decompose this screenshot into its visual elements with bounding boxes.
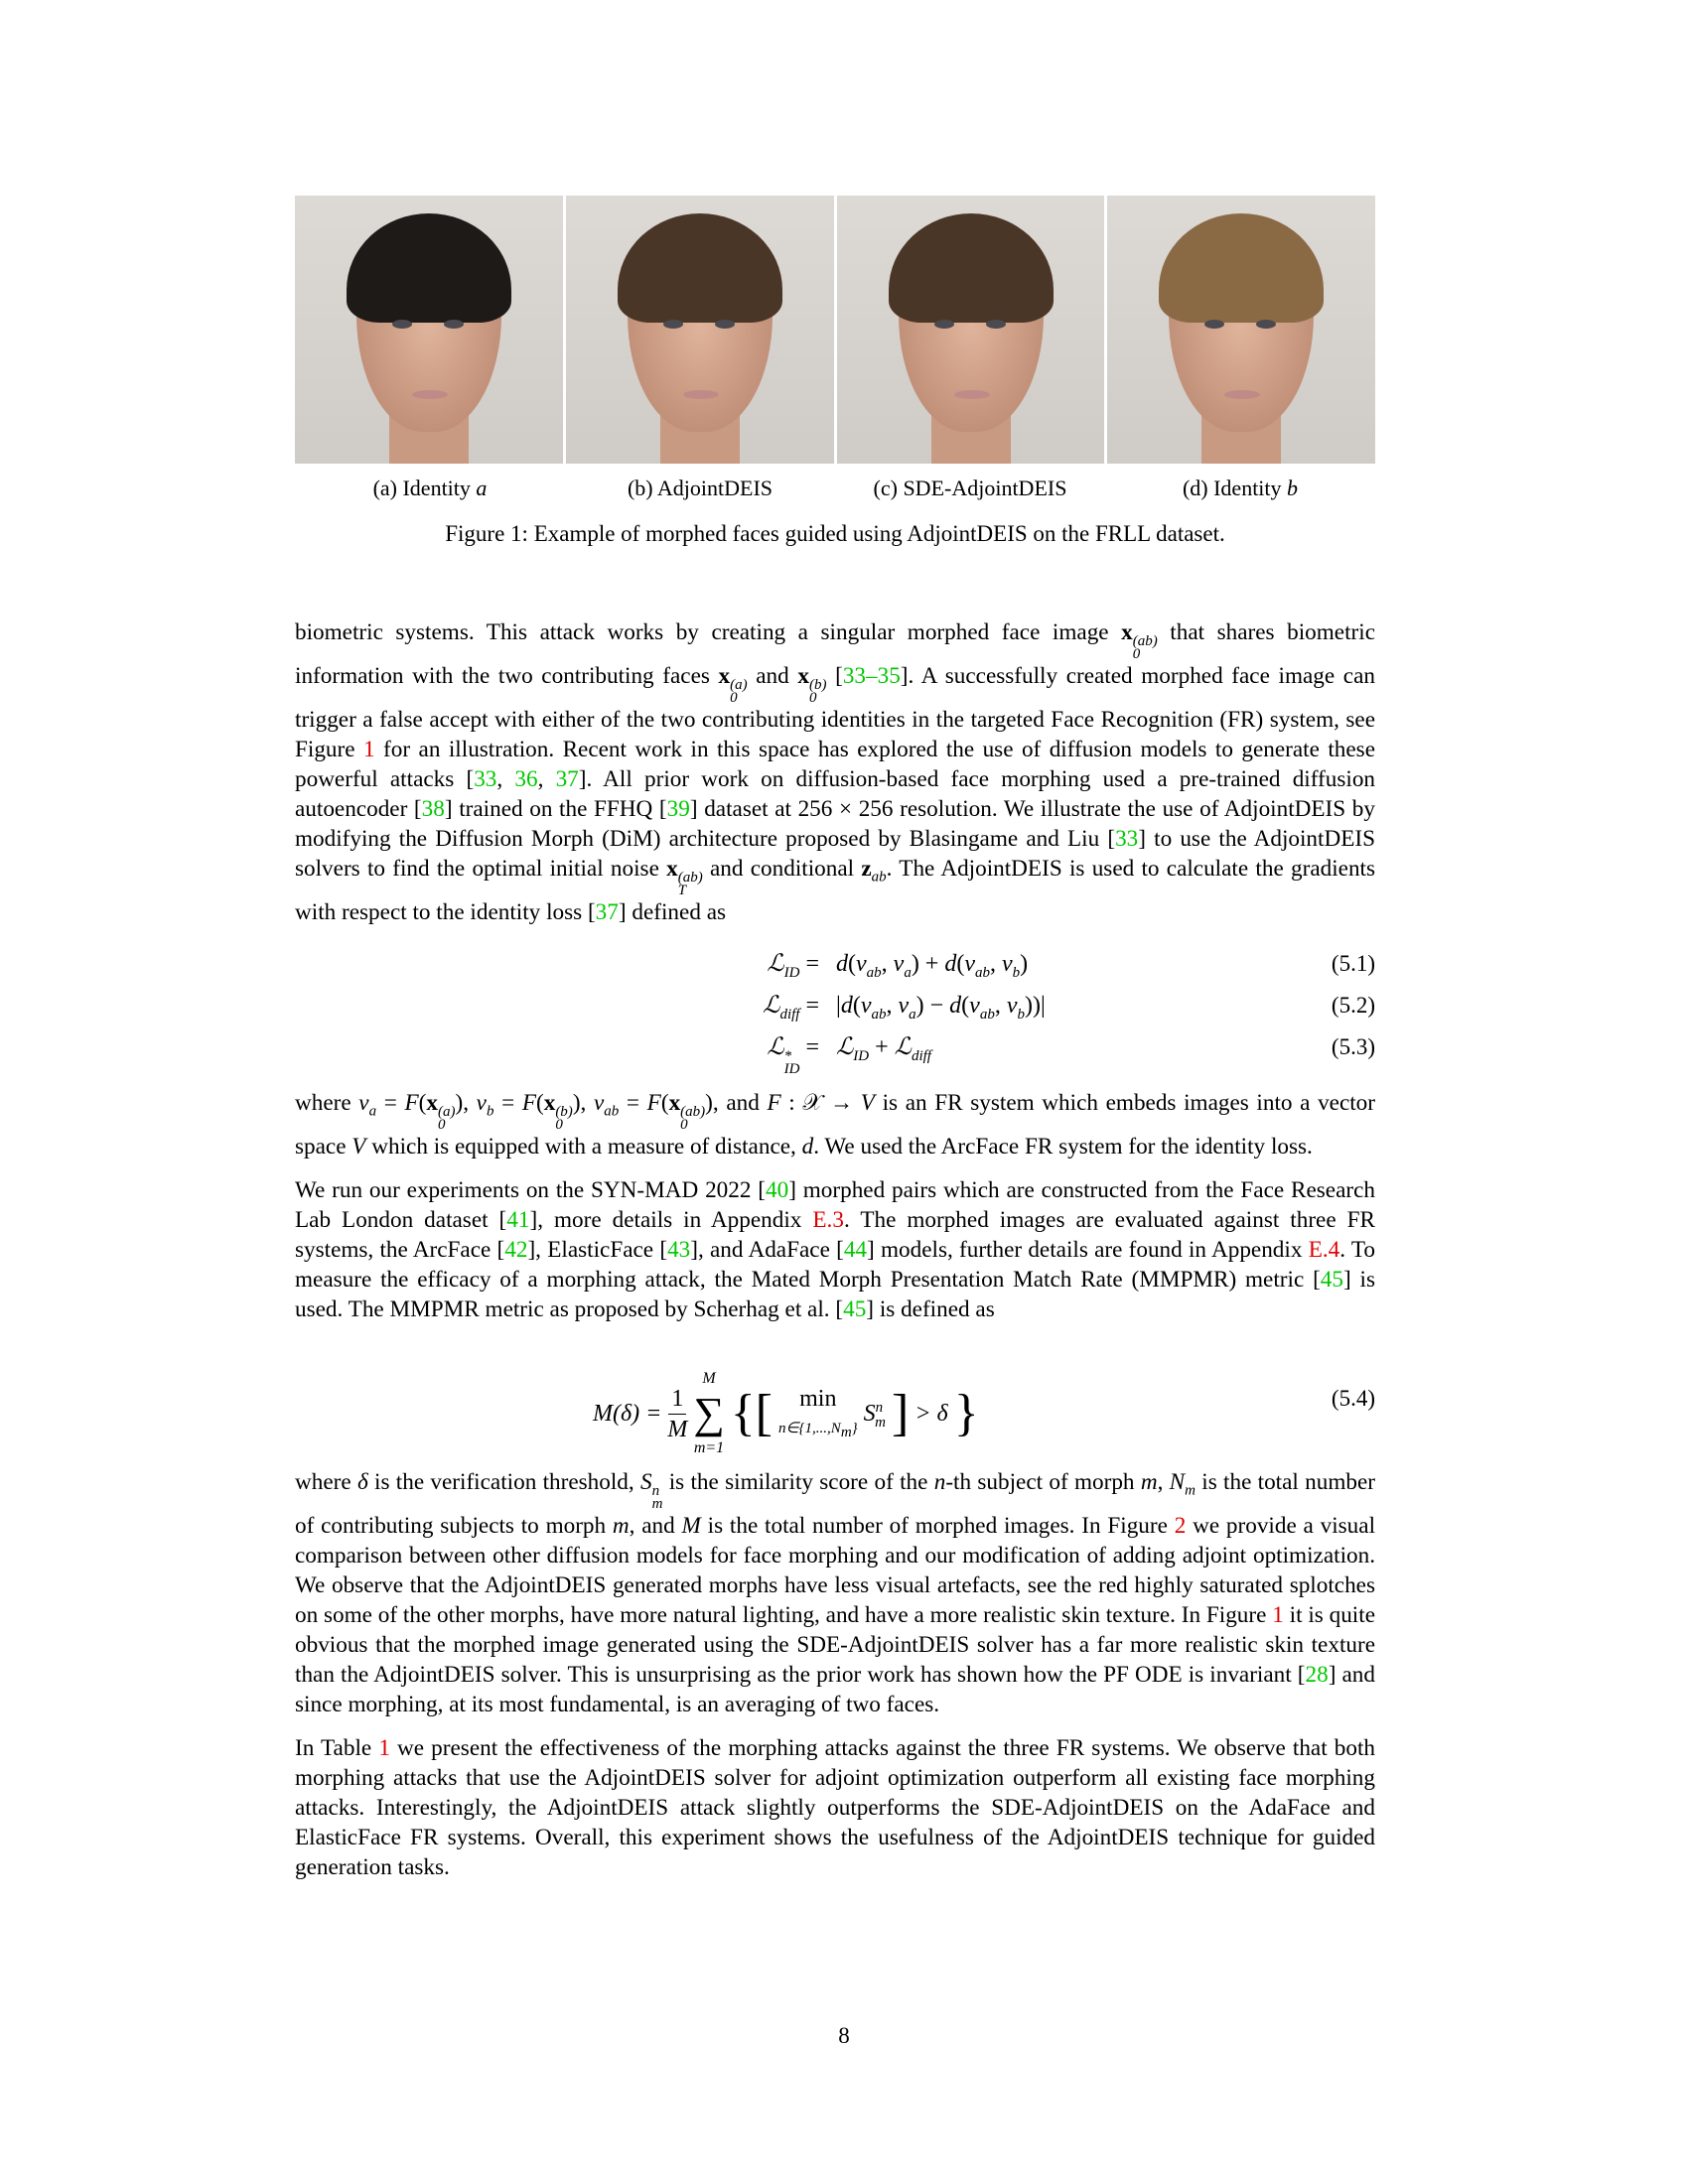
brace-close: } xyxy=(953,1385,979,1441)
equation-row xyxy=(295,1032,1375,1077)
mouth xyxy=(683,390,719,399)
text-run: and xyxy=(747,663,798,689)
text-run: ], and AdaFace [ xyxy=(690,1237,844,1263)
math-base: v xyxy=(898,993,910,1019)
hair xyxy=(618,213,782,323)
text-run: ]. A successfully created morphed face image can trigger a false accept with either of the two contributing identities in the targeted Face Recognition (FR) system, see Figure xyxy=(295,663,1375,762)
cross-reference-link[interactable]: E.4 xyxy=(1308,1237,1340,1263)
subcaption-text: (a) Identity xyxy=(372,476,477,500)
subcaption-text: (b) AdjointDEIS xyxy=(627,476,774,500)
text-run: ( xyxy=(535,1090,544,1116)
text-run: | xyxy=(836,993,841,1019)
paragraph xyxy=(295,617,1375,927)
text-run: ]. All prior work on diffusion-based face morphing used a pre-trained diffusion autoencoder [ xyxy=(295,766,1376,822)
math-base: x xyxy=(1121,619,1133,645)
text-run: = xyxy=(619,1090,647,1116)
subcaption-c xyxy=(835,476,1105,501)
citation-link[interactable]: 43 xyxy=(667,1237,691,1263)
math-symbol: M xyxy=(681,1513,701,1539)
text-run: ( xyxy=(660,1090,669,1116)
text-run: ) + xyxy=(911,951,945,977)
text-run: In Table xyxy=(295,1735,379,1761)
text-run: [ xyxy=(826,663,843,689)
math-base: ℒ xyxy=(894,1034,912,1060)
paragraph xyxy=(295,1467,1375,1719)
math-variable xyxy=(898,993,916,1023)
subscript: ab xyxy=(975,964,990,981)
text-run: = xyxy=(799,1034,819,1060)
text-run: . We used the ArcFace FR system for the identity loss. xyxy=(813,1134,1313,1160)
subscript: ab xyxy=(604,1103,620,1120)
math-variable xyxy=(894,1034,931,1064)
face-image-c xyxy=(837,196,1105,464)
text-run: ( xyxy=(418,1090,427,1116)
script-stack xyxy=(555,1104,573,1133)
math-variable xyxy=(1006,993,1025,1023)
eq-rhs xyxy=(836,991,1046,1021)
math-base: v xyxy=(1002,951,1013,977)
math-base: z xyxy=(861,856,872,882)
text-run: ] defined as xyxy=(618,899,727,925)
text-run: + xyxy=(869,1034,895,1060)
text-run: -th subject of morph xyxy=(945,1469,1141,1495)
subcaption-text: (d) Identity xyxy=(1182,476,1288,500)
eq-lhs xyxy=(767,949,819,979)
text-run: . The morphed images are evaluated against three FR systems, the ArcFace [ xyxy=(295,1207,1375,1263)
face-image-b xyxy=(566,196,834,464)
score-sub: m xyxy=(875,1414,886,1431)
equations-5-1-to-5-3 xyxy=(295,949,1375,1077)
cross-reference-link[interactable]: 1 xyxy=(1272,1602,1284,1628)
score-symbol: S xyxy=(863,1401,876,1427)
min-subscript-end: } xyxy=(851,1421,858,1436)
math-variable xyxy=(856,951,882,981)
eq-lhs: M(δ) = xyxy=(593,1401,662,1427)
text-run: is an FR system which embeds images into a vector space xyxy=(295,1090,1376,1160)
text-run: , xyxy=(886,993,899,1019)
subscript: ab xyxy=(979,1006,995,1023)
text-run: is the total number of morphed images. In Figure xyxy=(700,1513,1175,1539)
text-run: ] dataset at 256 × 256 resolution. We illustrate the use of AdjointDEIS by modifying the Diffusion Morph (DiM) architecture proposed by Blasingame and Liu [ xyxy=(295,796,1375,852)
math-variable xyxy=(797,663,827,706)
math-symbol: V xyxy=(352,1134,366,1160)
text-run: . The AdjointDEIS is used to calculate the gradients with respect to the identity loss [ xyxy=(295,856,1376,925)
superscript: (a) xyxy=(437,1104,456,1120)
text-run: ] models, further details are found in Appendix xyxy=(867,1237,1309,1263)
citation-link[interactable]: 28 xyxy=(1305,1662,1329,1688)
body-text xyxy=(295,617,1375,1896)
text-run: for an illustration. Recent work in this space has explored the use of diffusion models to generate these powerful attacks [ xyxy=(295,737,1375,792)
brace-open: {[ xyxy=(730,1385,773,1441)
citation-link[interactable]: 37 xyxy=(555,766,579,792)
subscript: 0 xyxy=(437,1117,446,1133)
eye xyxy=(663,320,683,329)
text-run: is the total number of contributing subjects to morph xyxy=(295,1469,1375,1539)
mouth xyxy=(1224,390,1260,399)
equation-number: (5.4) xyxy=(1331,1386,1375,1411)
subscript: 0 xyxy=(1132,646,1141,662)
eye xyxy=(986,320,1006,329)
math-variable xyxy=(358,1090,377,1120)
math-variable xyxy=(666,856,703,898)
subscript: 0 xyxy=(555,1117,563,1133)
text-run: , xyxy=(990,951,1002,977)
math-base: ℒ xyxy=(767,1034,784,1060)
text-run: , xyxy=(537,766,556,792)
text-run: , xyxy=(1157,1469,1170,1495)
figure-1 xyxy=(295,196,1375,547)
script-stack xyxy=(651,1483,663,1512)
superscript: (a) xyxy=(730,677,748,693)
eyebrow xyxy=(436,305,472,312)
citation-link[interactable]: 45 xyxy=(843,1297,867,1322)
hair xyxy=(1159,213,1324,323)
subscript: ID xyxy=(783,964,800,981)
subcaption-text: (c) SDE-AdjointDEIS xyxy=(873,476,1067,500)
math-symbol: d xyxy=(801,1134,814,1160)
text-run: is the similarity score of the xyxy=(662,1469,934,1495)
mouth xyxy=(954,390,990,399)
math-symbol: V xyxy=(860,1090,875,1116)
math-base: x xyxy=(666,856,678,882)
subscript: T xyxy=(677,883,687,898)
text-run: ( xyxy=(848,951,856,977)
text-run: : 𝒳 → xyxy=(780,1090,861,1116)
subscript: m xyxy=(651,1496,663,1512)
subscript: ab xyxy=(866,964,882,981)
subscript: a xyxy=(909,1006,916,1023)
math-base: x xyxy=(543,1090,556,1116)
equation-5-4 xyxy=(295,1344,1375,1456)
math-variable xyxy=(964,951,990,981)
text-run: ))| xyxy=(1024,993,1046,1019)
sum-lower: m=1 xyxy=(693,1439,725,1456)
math-variable xyxy=(543,1090,573,1133)
text-run: ], more details in Appendix xyxy=(529,1207,813,1233)
math-variable xyxy=(1169,1469,1196,1499)
text-run: that shares biometric information with the two contributing faces xyxy=(295,619,1375,689)
eye xyxy=(715,320,735,329)
math-variable xyxy=(767,951,800,981)
subcaptions xyxy=(295,476,1375,501)
subcaption-var: b xyxy=(1287,476,1299,500)
text-run: ] morphed pairs which are constructed from the Face Research Lab London dataset [ xyxy=(295,1177,1375,1233)
text-run: = xyxy=(376,1090,405,1116)
text-run: ), and xyxy=(705,1090,768,1116)
math-variable xyxy=(763,993,800,1023)
subscript: a xyxy=(904,964,912,981)
math-symbol: F xyxy=(767,1090,781,1116)
subcaption-d xyxy=(1105,476,1375,501)
math-base: x xyxy=(426,1090,438,1116)
equation-number: (5.2) xyxy=(1331,993,1375,1018)
superscript: n xyxy=(651,1483,660,1499)
eyebrow xyxy=(384,305,420,312)
citation-link[interactable]: 42 xyxy=(504,1237,528,1263)
math-variable xyxy=(767,1034,800,1077)
cross-reference-link[interactable]: 1 xyxy=(363,737,375,762)
citation-link[interactable]: 33 xyxy=(474,766,497,792)
text-run: ] trained on the FFHQ [ xyxy=(444,796,667,822)
subscript: ID xyxy=(853,1047,870,1064)
superscript: (b) xyxy=(808,677,827,693)
text-run: where xyxy=(295,1090,359,1116)
math-symbol: d xyxy=(840,993,853,1019)
script-stack xyxy=(808,677,827,706)
math-base: x xyxy=(718,663,731,689)
subscript: 0 xyxy=(730,690,738,706)
superscript: * xyxy=(783,1048,792,1064)
equation-row xyxy=(295,991,1375,1032)
script-stack xyxy=(680,1104,706,1133)
equation-number: (5.3) xyxy=(1331,1034,1375,1059)
text-run: biometric systems. This attack works by creating a singular morphed face image xyxy=(295,619,1122,645)
math-base: v xyxy=(1006,993,1018,1019)
text-run: . To measure the efficacy of a morphing attack, the Mated Morph Presentation Match Rate (MMPMR) metric [ xyxy=(295,1237,1376,1293)
math-variable xyxy=(639,1469,663,1512)
script-stack xyxy=(783,1048,800,1077)
text-run: , xyxy=(496,766,515,792)
eq-rhs xyxy=(836,949,1028,979)
text-run: ( xyxy=(956,951,965,977)
superscript: (ab) xyxy=(680,1104,706,1120)
text-run: we present the effectiveness of the morphing attacks against the three FR systems. We observe that both morphing attacks that use the AdjointDEIS solver for adjoint optimization outperform all existing face morphing attacks. Interestingly, the AdjointDEIS attack slightly outperforms the SDE-AdjointDEIS on the AdaFace and ElasticFace FR systems. Overall, this experiment shows the usefulness of the AdjointDEIS technique for guided generation tasks. xyxy=(295,1735,1376,1880)
min-label: min xyxy=(799,1386,837,1412)
math-symbol: δ xyxy=(356,1469,368,1495)
math-variable xyxy=(1121,619,1158,662)
subscript: ab xyxy=(871,1006,887,1023)
text-run: = xyxy=(799,993,819,1019)
text-run: we provide a visual comparison between other diffusion models for face morphing and our modification of adding adjoint optimization. We observe that the AdjointDEIS generated morphs have less visual artefacts, see the red highly saturated splotches on some of the other morphs, have more natural lighting, and have a more realistic skin texture. In Figure xyxy=(295,1513,1376,1628)
text-run: ] is defined as xyxy=(866,1297,995,1322)
math-variable xyxy=(836,1034,870,1064)
superscript: (ab) xyxy=(1132,633,1158,649)
text-run: , and xyxy=(629,1513,682,1539)
subcaption-a xyxy=(295,476,565,501)
hair xyxy=(889,213,1054,323)
eye xyxy=(444,320,464,329)
fraction xyxy=(667,1384,687,1444)
score-sup: n xyxy=(875,1400,884,1416)
superscript: (ab) xyxy=(677,870,703,886)
citation-link[interactable]: 33–35 xyxy=(842,663,901,689)
math-base: N xyxy=(1169,1469,1186,1495)
math-base: v xyxy=(860,993,872,1019)
script-stack xyxy=(730,677,748,706)
cross-reference-link[interactable]: E.3 xyxy=(812,1207,844,1233)
citation-link[interactable]: 44 xyxy=(843,1237,868,1263)
math-variable xyxy=(861,856,887,886)
face-image-a xyxy=(295,196,563,464)
superscript: (b) xyxy=(555,1104,573,1120)
math-variable xyxy=(860,993,887,1023)
subscript: ID xyxy=(783,1061,800,1077)
text-run: , xyxy=(994,993,1007,1019)
text-run: ( xyxy=(852,993,861,1019)
text-run: , xyxy=(881,951,894,977)
math-base: S xyxy=(639,1469,652,1495)
page-number: 8 xyxy=(838,2023,850,2048)
text-run: ], ElasticFace [ xyxy=(527,1237,668,1263)
eyebrow xyxy=(1196,305,1232,312)
math-base: ℒ xyxy=(836,1034,854,1060)
eyebrow xyxy=(978,305,1014,312)
math-variable xyxy=(893,951,912,981)
math-symbol: m xyxy=(612,1513,630,1539)
subscript: 0 xyxy=(680,1117,688,1133)
eyebrow xyxy=(1248,305,1284,312)
eye xyxy=(934,320,954,329)
citation-link[interactable]: 39 xyxy=(666,796,690,822)
math-symbol: F xyxy=(404,1090,419,1116)
subcaption-b xyxy=(565,476,835,501)
math-symbol: F xyxy=(646,1090,661,1116)
subcaption-var: a xyxy=(476,476,488,500)
math-symbol: m xyxy=(1140,1469,1158,1495)
paragraph xyxy=(295,1733,1375,1882)
text-run: ) − xyxy=(915,993,950,1019)
cross-reference-link[interactable]: 2 xyxy=(1174,1513,1187,1539)
eyebrow xyxy=(926,305,962,312)
math-variable xyxy=(476,1090,494,1120)
math-base: v xyxy=(893,951,905,977)
min-subscript-m: m xyxy=(840,1425,852,1440)
math-base: x xyxy=(797,663,809,689)
math-variable xyxy=(426,1090,456,1133)
summation xyxy=(693,1364,724,1463)
math-symbol: d xyxy=(949,993,962,1019)
text-run: ] and since morphing, at its most fundamental, is an averaging of two faces. xyxy=(295,1662,1375,1717)
eq-rhs xyxy=(836,1032,931,1062)
math-variable xyxy=(1002,951,1021,981)
eq-rhs: > δ xyxy=(914,1401,948,1427)
face-images xyxy=(295,196,1375,464)
citation-link[interactable]: 45 xyxy=(1320,1267,1343,1293)
text-run: ] is used. The MMPMR metric as proposed by Scherhag et al. [ xyxy=(295,1267,1375,1322)
mouth xyxy=(412,390,448,399)
text-run: ] to use the AdjointDEIS solvers to find the optimal initial noise xyxy=(295,826,1375,882)
math-symbol: d xyxy=(836,951,848,977)
subscript: diff xyxy=(911,1047,931,1064)
subscript: b xyxy=(486,1103,494,1120)
math-base: x xyxy=(668,1090,681,1116)
math-variable xyxy=(718,663,748,706)
math-base: ℒ xyxy=(767,951,784,977)
equation-row xyxy=(295,949,1375,991)
subscript: b xyxy=(1017,1006,1025,1023)
script-stack xyxy=(677,870,703,898)
subscript: m xyxy=(1185,1482,1196,1499)
math-base: v xyxy=(476,1090,487,1116)
script-stack xyxy=(437,1104,456,1133)
hair xyxy=(347,213,511,323)
math-symbol: d xyxy=(944,951,957,977)
numerator: 1 xyxy=(668,1384,686,1415)
citation-link[interactable]: 38 xyxy=(421,796,445,822)
text-run: which is equipped with a measure of distance, xyxy=(365,1134,802,1160)
text-run: We run our experiments on the SYN-MAD 2022 [ xyxy=(295,1177,767,1203)
bracket-close: ] xyxy=(892,1385,910,1441)
subscript: ab xyxy=(871,869,887,886)
math-symbol: F xyxy=(521,1090,536,1116)
script-stack xyxy=(1132,633,1158,662)
text-run: ), xyxy=(572,1090,594,1116)
math-base: v xyxy=(856,951,867,977)
paragraph xyxy=(295,1088,1375,1161)
math-base: v xyxy=(964,951,975,977)
denominator: M xyxy=(667,1416,688,1442)
text-run: it is quite obvious that the morphed image generated using the SDE-AdjointDEIS solver has a far more realistic skin texture than the AdjointDEIS solver. This is unsurprising as the prior work has shown how the PF ODE is invariant [ xyxy=(295,1602,1375,1688)
subscript: a xyxy=(368,1103,377,1120)
subscript: 0 xyxy=(808,690,817,706)
eyebrow xyxy=(655,305,691,312)
eq-lhs xyxy=(763,991,819,1021)
math-variable xyxy=(593,1090,620,1120)
figure-caption: Figure 1: Example of morphed faces guided using AdjointDEIS on the FRLL dataset. xyxy=(445,521,1225,546)
citation-link[interactable]: 37 xyxy=(595,899,619,925)
sum-symbol: ∑ xyxy=(693,1389,725,1437)
citation-link[interactable]: 41 xyxy=(506,1207,530,1233)
paragraph xyxy=(295,1175,1375,1324)
math-symbol: n xyxy=(933,1469,946,1495)
text-run: = xyxy=(799,951,819,977)
math-base: v xyxy=(593,1090,605,1116)
math-variable xyxy=(668,1090,706,1133)
text-run: ) xyxy=(1020,951,1029,977)
min-subscript: n∈{1,...,N xyxy=(777,1421,841,1436)
text-run: ), xyxy=(455,1090,477,1116)
text-run: = xyxy=(493,1090,522,1116)
text-run: where xyxy=(295,1469,357,1495)
eyebrow xyxy=(707,305,743,312)
score xyxy=(864,1399,886,1429)
citation-link[interactable]: 36 xyxy=(514,766,538,792)
eq-lhs xyxy=(767,1032,819,1076)
cross-reference-link[interactable]: 1 xyxy=(378,1735,390,1761)
sum-upper: M xyxy=(702,1370,716,1387)
min-operator xyxy=(778,1384,858,1443)
math-variable xyxy=(969,993,995,1023)
eye xyxy=(392,320,412,329)
subscript: b xyxy=(1012,964,1021,981)
text-run: is the verification threshold, xyxy=(367,1469,640,1495)
math-base: v xyxy=(969,993,980,1019)
equation-number: (5.1) xyxy=(1331,951,1375,976)
subscript: diff xyxy=(779,1006,800,1023)
text-run: and conditional xyxy=(702,856,862,882)
math-base: ℒ xyxy=(763,993,780,1019)
citation-link[interactable]: 40 xyxy=(766,1177,789,1203)
citation-link[interactable]: 33 xyxy=(1115,826,1139,852)
text-run: ( xyxy=(961,993,970,1019)
math-base: v xyxy=(358,1090,369,1116)
face-image-d xyxy=(1107,196,1375,464)
